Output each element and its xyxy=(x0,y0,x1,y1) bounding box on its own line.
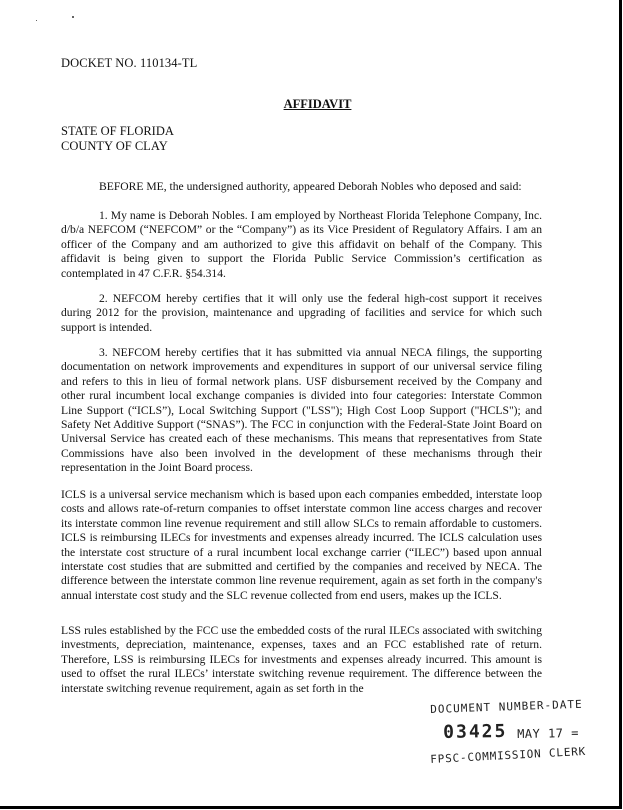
state-line: STATE OF FLORIDA xyxy=(61,124,174,138)
venue-block xyxy=(61,124,174,154)
paragraph-1: 1. My name is Deborah Nobles. I am employed by Northeast Florida Telephone Company, Inc. d/b/a NEFCOM (“NEFCOM” or the “Company”) as its Vice President of Regulatory Affairs. I am an officer of the Company and am authorized to give this affidavit on behalf of the Company. This affidavit is being given to support the Florida Public Service Commission’s certification as contemplated in 47 C.F.R. §54.314. xyxy=(61,209,542,280)
paragraph-3: 3. NEFCOM hereby certifies that it has submitted via annual NECA filings, the supporting documentation on network improvements and expenditures in support of our universal service filing and refers to this in lieu of formal network plans. USF disbursement received by the Company and other rural incumbent local exchange companies is divided into four categories: Interstate Common Line Support (“ICLS”), Local Switching Support ("LSS"); High Cost Loop Support ("HCLS"); and Safety Net Additive Support (“SNAS”). The FCC in conjunction with the Federal-State Joint Board on Universal Service has created each of these mechanisms. This means that representatives from State Commissions have also been involved in the development of these mechanisms through their representation in the Joint Board process. xyxy=(61,346,542,475)
county-line: COUNTY OF CLAY xyxy=(61,139,168,153)
scan-speck xyxy=(72,16,74,18)
document-title: AFFIDAVIT xyxy=(283,97,352,111)
paragraph-2: 2. NEFCOM hereby certifies that it will only use the federal high-cost support it receives during 2012 for the provision, maintenance and upgrading of facilities and service for which such support is intended. xyxy=(61,292,542,334)
stamp-date: MAY 17 = xyxy=(517,725,580,741)
docket-number: DOCKET NO. 110134-TL xyxy=(61,56,198,70)
intro-paragraph: BEFORE ME, the undersigned authority, appeared Deborah Nobles who deposed and said: xyxy=(99,180,522,193)
stamp-label: DOCUMENT NUMBER-DATE xyxy=(430,697,583,716)
stamp-document-number: 03425 xyxy=(443,720,508,743)
lss-paragraph: LSS rules established by the FCC use the embedded costs of the rural ILECs associated with switching investments, depreciation, maintenance, expenses, taxes and an FCC established rate of return. Therefore, LSS is reimbursing ILECs for investments and expenses already incurred. This amount is used to offset the rural ILECs’ interstate switching revenue requirement. The difference between the interstate switching revenue requirement, again as set forth in the xyxy=(61,624,542,695)
icls-paragraph: ICLS is a universal service mechanism which is based upon each companies embedded, interstate loop costs and allows rate-of-return companies to offset interstate common line access charges and recover its interstate common line revenue requirement and still allow SLCs to remain affordable to customers. ICLS is reimbursing ILECs for investments and expenses already incurred. The ICLS calculation uses the interstate cost structure of a rural incumbent local exchange carrier (“ILEC”) based upon annual interstate cost studies that are submitted and certified by the companies and received by NECA. The difference between the interstate common line revenue requirement, again as set forth in the company's annual interstate cost study and the SLC revenue collected from end users, makes up the ICLS. xyxy=(61,488,542,602)
scan-speck xyxy=(36,20,37,21)
stamp-clerk: FPSC-COMMISSION CLERK xyxy=(430,744,587,766)
